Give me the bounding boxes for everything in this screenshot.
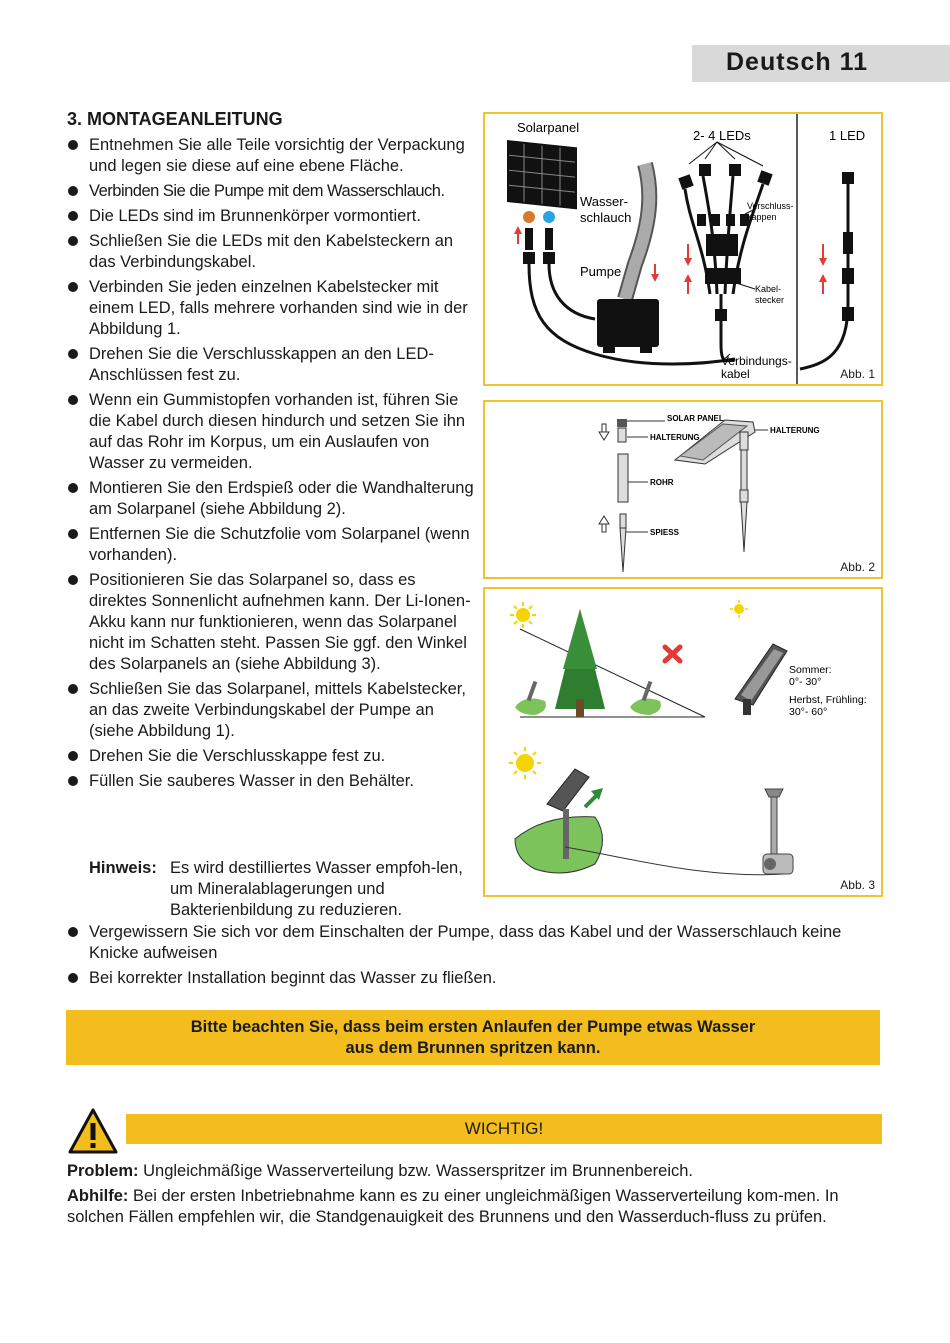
notice-line-2: aus dem Brunnen spritzen kann. — [345, 1039, 601, 1057]
step-item: Positionieren Sie das Solarpanel so, dass es direktes Sonnenlicht aufnehmen kann. Der Li-Ionen-Akku kann nur funktionieren, wenn das Solarpanel nicht im Schatten steht. Passen Sie ggf. den Winkel des Solarpanels an (siehe Abbildung 3). — [67, 570, 477, 675]
fig3-label-sommer-angle: 0°- 30° — [789, 676, 822, 688]
warning-title: WICHTIG! — [464, 1119, 544, 1138]
fig1-label-kappen-1: Verschluss- — [747, 201, 794, 211]
fig2-label-halterung-left: HALTERUNG — [650, 433, 700, 442]
step-item: Bei korrekter Installation beginnt das Wasser zu fließen. — [67, 968, 867, 989]
step-item: Drehen Sie die Verschlusskappe fest zu. — [67, 746, 477, 767]
fig2-label-solar-panel: SOLAR PANEL — [667, 414, 724, 423]
fig1-label-solarpanel: Solarpanel — [517, 120, 580, 135]
step-item: Montieren Sie den Erdspieß oder die Wandhalterung am Solarpanel (siehe Abbildung 2). — [67, 478, 477, 520]
solution-label: Abhilfe: — [67, 1187, 129, 1205]
fig2-label-spiess: SPIESS — [650, 528, 679, 537]
solution-paragraph — [67, 1186, 867, 1228]
notice-line-1: Bitte beachten Sie, dass beim ersten Anlaufen der Pumpe etwas Wasser — [190, 1018, 756, 1036]
figure-1-wiring — [483, 112, 883, 386]
fig1-label-kabel-1: Verbindungs- — [721, 354, 792, 368]
figure-3-caption: Abb. 3 — [840, 878, 875, 892]
step-item: Entfernen Sie die Schutzfolie vom Solarpanel (wenn vorhanden). — [67, 524, 477, 566]
figure-2-caption: Abb. 2 — [840, 560, 875, 574]
fig1-label-wasser-1: Wasser- — [580, 194, 628, 209]
wiring-diagram — [485, 114, 881, 384]
fig1-label-one-led: 1 LED — [829, 128, 866, 143]
sun-icon — [510, 602, 536, 628]
fig1-label-kabel-2: kabel — [721, 367, 750, 381]
fig1-label-leds: 2- 4 LEDs — [693, 128, 751, 143]
fig3-label-herbst: Herbst, Frühling: — [789, 694, 867, 706]
fig3-label-sommer: Sommer: — [789, 664, 832, 676]
assembly-steps-list — [67, 135, 477, 796]
positioning-diagram — [485, 589, 881, 895]
solar-panel-icon — [507, 140, 577, 209]
page-header-title: Deutsch 11 — [726, 48, 869, 76]
step-item: Wenn ein Gummistopfen vorhanden ist, führen Sie die Kabel durch diesen hindurch und setzen Sie ihn auf das Rohr im Korpus, um ein Auslaufen von Wasser zu vermeiden. — [67, 390, 477, 474]
step-item: Drehen Sie die Verschlusskappen an den LED-Anschlüssen fest zu. — [67, 344, 477, 386]
solution-text: Bei der ersten Inbetriebnahme kann es zu einer ungleichmäßigen Wasserverteilung kom-men. In solchen Fällen empfehlen wir, die Standgenauigkeit des Brunnens und den Wasserduch-fluss zu prüfen. — [67, 1187, 839, 1226]
step-item: Entnehmen Sie alle Teile vorsichtig der Verpackung und legen sie diese auf eine ebene Fläche. — [67, 135, 477, 177]
step-item: Schließen Sie das Solarpanel, mittels Kabelstecker, an das zweite Verbindungskabel der Pumpe an (siehe Abbildung 1). — [67, 679, 477, 742]
fig1-label-stecker-2: stecker — [755, 295, 785, 305]
fig2-label-rohr: ROHR — [650, 478, 674, 487]
warning-icon — [68, 1108, 118, 1154]
step-item: Schließen Sie die LEDs mit den Kabelsteckern an das Verbindungskabel. — [67, 231, 477, 273]
mounting-diagram — [485, 402, 881, 577]
step-item: Verbinden Sie jeden einzelnen Kabelstecker mit einem LED, falls mehrere vorhanden sind wie in der Abbildung 1. — [67, 277, 477, 340]
figure-1-caption: Abb. 1 — [840, 367, 875, 381]
step-item: Füllen Sie sauberes Wasser in den Behälter. — [67, 771, 477, 792]
step-item: Verbinden Sie die Pumpe mit dem Wasserschlauch. — [67, 181, 477, 202]
figure-2-mounting — [483, 400, 883, 579]
figure-3-positioning — [483, 587, 883, 897]
pump-icon — [597, 299, 659, 353]
page-header-tab — [692, 45, 950, 82]
problem-paragraph — [67, 1161, 867, 1182]
notice-banner — [66, 1010, 880, 1065]
fig1-label-stecker-1: Kabel- — [755, 284, 782, 294]
problem-text: Ungleichmäßige Wasserverteilung bzw. Wasserspritzer im Brunnenbereich. — [138, 1162, 694, 1180]
step-item: Die LEDs sind im Brunnenkörper vormontiert. — [67, 206, 477, 227]
fig1-label-pumpe: Pumpe — [580, 264, 622, 279]
problem-label: Problem: — [67, 1162, 139, 1180]
fig1-label-wasser-2: schlauch — [580, 210, 632, 225]
step-item: Vergewissern Sie sich vor dem Einschalten der Pumpe, dass das Kabel und der Wasserschlauch keine Knicke aufweisen — [67, 922, 867, 964]
hint-text: Es wird destilliertes Wasser empfoh-len, um Mineralablagerungen und Bakterienbildung zu reduzieren. — [170, 859, 463, 919]
fig2-label-halterung-right: HALTERUNG — [770, 426, 820, 435]
fig1-label-kappen-2: kappen — [747, 212, 777, 222]
section-title: 3. MONTAGEANLEITUNG — [67, 109, 283, 129]
final-steps-list — [67, 922, 867, 993]
warning-title-bar — [126, 1114, 882, 1144]
tree-icon — [555, 609, 605, 717]
fig3-label-herbst-angle: 30°- 60° — [789, 706, 828, 718]
sun-icon — [509, 747, 541, 779]
hint-label: Hinweis: — [89, 859, 157, 877]
